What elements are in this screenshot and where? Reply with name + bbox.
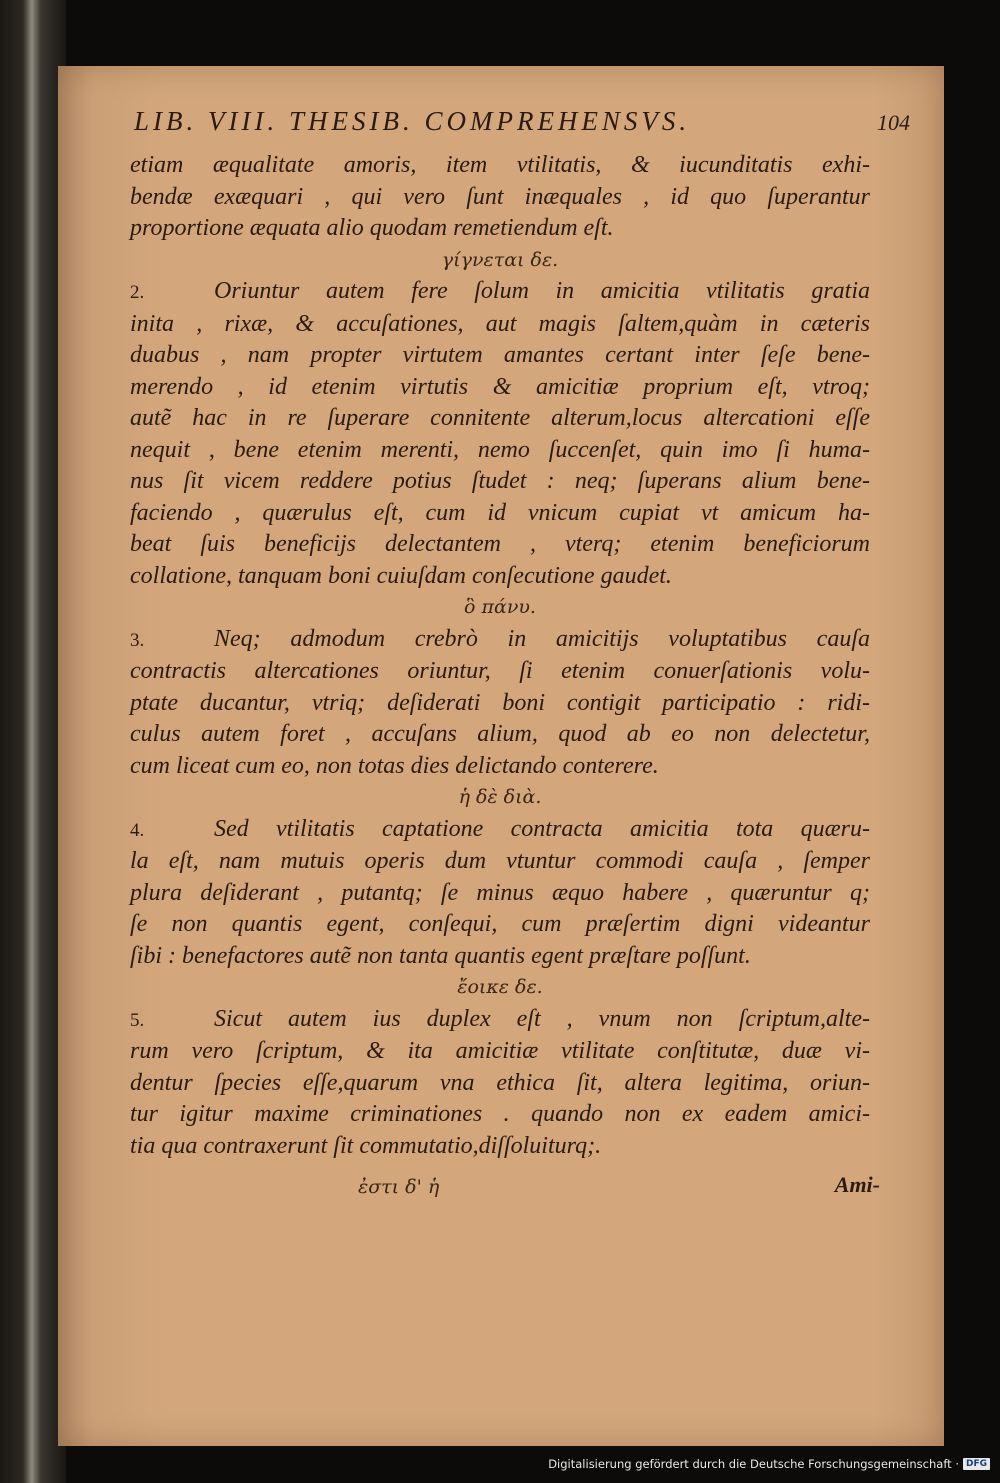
text-line: [130, 814, 870, 847]
text-line: tia qua contraxerunt ſit commutatio,diſſoluiturq;.: [130, 1132, 602, 1159]
text-line: proportione æquata alio quodam remetiendum eſt.: [130, 215, 614, 241]
text-line: inita , rixæ, & accuſationes, aut magis ſaltem,quàm in cæteris: [130, 310, 870, 337]
text-line: [130, 624, 870, 657]
paragraph-number: 5.: [130, 1009, 145, 1031]
running-head-title: LIB. VIII. THESIB. COMPREHENSVS.: [134, 106, 691, 136]
text-line-content: Sed vtilitatis captatione contracta amicitia tota quæru-: [214, 815, 870, 842]
text-line: cum liceat cum eo, non totas dies delictando conterere.: [130, 752, 659, 779]
text-line: contractis altercationes oriuntur, ſi etenim conuerſationis volu-: [130, 658, 870, 684]
text-line: culus autem foret , accuſans alium, quod ab eo non delectetur,: [130, 721, 870, 747]
paragraph-4: [130, 782, 890, 972]
footer-text: Digitalisierung gefördert durch die Deutsche Forschungsgemeinschaft ·: [548, 1457, 959, 1471]
book-page: [58, 66, 944, 1446]
text-line: bendæ exæquari , qui vero ſunt inæquales , id quo ſuperantur: [130, 183, 870, 210]
text-line: dentur ſpecies eſſe,quarum vna ethica ſit, altera legitima, oriun-: [130, 1069, 870, 1096]
greek-lemma: γίγνεται δε.: [441, 248, 559, 271]
text-line: etiam æqualitate amoris, item vtilitatis, & iucunditatis exhi-: [130, 152, 870, 178]
digitization-footer: [548, 1457, 990, 1471]
text-line: [130, 1004, 870, 1037]
text-line: collatione, tanquam boni cuiuſdam conſecutione gaudet.: [130, 562, 672, 589]
paragraph-number: 2.: [130, 282, 145, 303]
text-line: merendo , id etenim virtutis & amicitiæ proprium eſt, vtroq;: [130, 373, 870, 400]
running-head: [130, 106, 910, 150]
text-line: beat ſuis beneficijs delectantem , vterq; etenim beneficiorum: [130, 531, 870, 557]
greek-lemma: ὃ πάνυ.: [464, 596, 536, 618]
page-number: 104: [877, 110, 910, 135]
text-line-content: Sicut autem ius duplex eſt , vnum non ſcriptum,alte-: [214, 1005, 870, 1032]
text-line-content: Neq; admodum crebrò in amicitijs voluptatibus cauſa: [214, 625, 870, 652]
text-line: autẽ hac in re ſuperare connitente alterum,locus altercationi eſſe: [130, 405, 870, 431]
greek-lemma: ἡ δὲ διὰ.: [458, 786, 542, 808]
paragraph-3: [130, 592, 890, 782]
text-line: ſe non quantis egent, conſequi, cum præſertim digni videantur: [130, 911, 870, 937]
text-line: la eſt, nam mutuis operis dum vtuntur commodi cauſa , ſemper: [130, 848, 870, 874]
paragraph-2: [130, 245, 890, 593]
text-line: tur igitur maxime criminationes . quando non ex eadem amici-: [130, 1101, 870, 1127]
greek-lemma: ἔοικε δε.: [457, 976, 543, 998]
text-line: nequit , bene etenim merenti, nemo ſuccenſet, quin imo ſi huma-: [130, 436, 870, 463]
opening-lines: [130, 150, 890, 245]
greek-lemma-next: ἐστι δ' ἡ: [358, 1176, 440, 1198]
dfg-logo: DFG: [963, 1458, 990, 1470]
text-line: plura deſiderant , putantq; ſe minus æquo habere , quæruntur q;: [130, 879, 870, 906]
book-spine-edge: [0, 0, 66, 1483]
text-line: faciendo , quærulus eſt, cum id vnicum cupiat vt amicum ha-: [130, 499, 870, 526]
text-line: ptate ducantur, vtriq; deſiderati boni contigit participatio : ridi-: [130, 689, 870, 716]
page-text: [130, 106, 910, 1206]
paragraph-number: 3.: [130, 629, 145, 651]
catchword: Ami-: [834, 1172, 880, 1197]
text-line-content: Oriuntur autem fere ſolum in amicitia vtilitatis gratia: [214, 278, 870, 304]
text-line: nus ſit vicem reddere potius ſtudet : neq; ſuperans alium bene-: [130, 468, 870, 494]
text-line: rum vero ſcriptum, & ita amicitiæ vtilitate conſtitutæ, duæ vi-: [130, 1038, 870, 1064]
page-bottom: [130, 1172, 890, 1206]
text-line: ſibi : benefactores autẽ non tanta quantis egent præſtare poſſunt.: [130, 942, 751, 969]
paragraph-number: 4.: [130, 819, 145, 841]
text-line: duabus , nam propter virtutem amantes certant inter ſeſe bene-: [130, 342, 870, 368]
paragraph-5: [130, 972, 890, 1162]
text-line: [130, 276, 870, 309]
